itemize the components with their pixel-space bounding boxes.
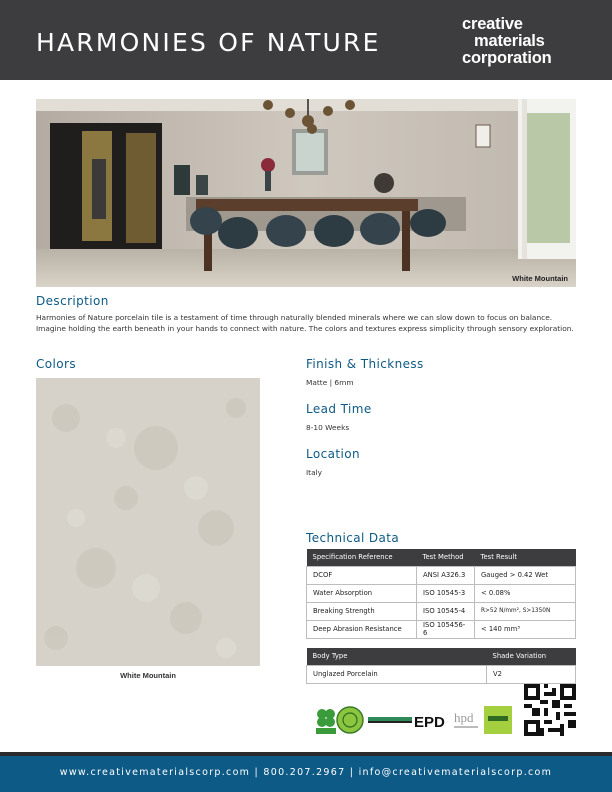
hpd-logo-text: hpd — [454, 710, 474, 725]
mindful-materials-icon — [484, 706, 512, 734]
company-logo — [462, 16, 551, 67]
finish-heading: Finish & Thickness — [306, 357, 424, 371]
page-header — [0, 0, 612, 80]
logo-line-2: materials — [474, 32, 545, 50]
column-header: Shade Variation — [487, 648, 576, 665]
column-header: Test Result — [475, 549, 576, 566]
footer-contact-text: www.creativematerialscorp.com | 800.207.2967 | info@creativematerialscorp.com — [59, 767, 553, 778]
table-cell: Gauged > 0.42 Wet — [475, 566, 576, 584]
table-row — [307, 584, 576, 602]
description-text: Harmonies of Nature porcelain tile is a testament of time through naturally blended minerals where we can slow down to focus on balance. Imagine holding the earth beneath in your hands to connect with nature. The colors and textures express simplicity through sensory exploration. — [36, 313, 574, 333]
table-cell: DCOF — [307, 566, 417, 584]
qr-code-icon — [524, 684, 576, 736]
certification-logos — [312, 704, 524, 736]
location-value: Italy — [306, 468, 323, 477]
color-swatch-white-mountain — [36, 378, 260, 666]
table-cell: ISO 105456-6 — [417, 620, 475, 638]
table-cell: ISO 10545-4 — [417, 602, 475, 620]
table-cell: Water Absorption — [307, 584, 417, 602]
epd-logo-text: EPD — [414, 714, 445, 731]
table-row — [307, 602, 576, 620]
declare-bar-icon — [368, 717, 412, 723]
collection-title: HARMONIES OF NATURE — [36, 28, 381, 57]
description-heading: Description — [36, 294, 109, 308]
table-row — [307, 566, 576, 584]
body-type-table — [306, 648, 576, 684]
table-cell: R>52 N/mm², S>1350N — [475, 602, 576, 620]
hero-caption: White Mountain — [512, 274, 568, 283]
eco-seal-icon — [337, 707, 363, 733]
room-scene-illustration — [36, 99, 576, 287]
body-type-header-row — [307, 648, 576, 665]
room-scene-image — [36, 99, 576, 287]
footer-divider — [0, 752, 612, 756]
table-cell: Breaking Strength — [307, 602, 417, 620]
technical-header-row — [307, 549, 576, 566]
table-cell: ISO 10545-3 — [417, 584, 475, 602]
certification-icons — [312, 704, 524, 736]
logo-line-3: corporation — [462, 49, 552, 67]
technical-data-table — [306, 549, 576, 639]
column-header: Body Type — [307, 648, 487, 665]
colors-heading: Colors — [36, 357, 76, 371]
table-cell: Unglazed Porcelain — [307, 665, 487, 683]
table-cell: < 140 mm³ — [475, 620, 576, 638]
table-cell: Deep Abrasion Resistance — [307, 620, 417, 638]
technical-data-heading: Technical Data — [306, 531, 400, 545]
table-cell: V2 — [487, 665, 576, 683]
qr-code[interactable] — [524, 684, 576, 736]
table-row — [307, 620, 576, 638]
table-cell: ANSI A326.3 — [417, 566, 475, 584]
swatch-texture — [36, 378, 260, 666]
lead-time-heading: Lead Time — [306, 402, 372, 416]
column-header: Test Method — [417, 549, 475, 566]
swatch-caption: White Mountain — [120, 671, 176, 680]
clover-icon — [316, 709, 336, 734]
table-cell: < 0.08% — [475, 584, 576, 602]
logo-line-1: creative — [462, 15, 523, 33]
column-header: Specification Reference — [307, 549, 417, 566]
lead-time-value: 8-10 Weeks — [306, 423, 350, 432]
location-heading: Location — [306, 447, 360, 461]
finish-value: Matte | 6mm — [306, 378, 354, 387]
table-row — [307, 665, 576, 683]
